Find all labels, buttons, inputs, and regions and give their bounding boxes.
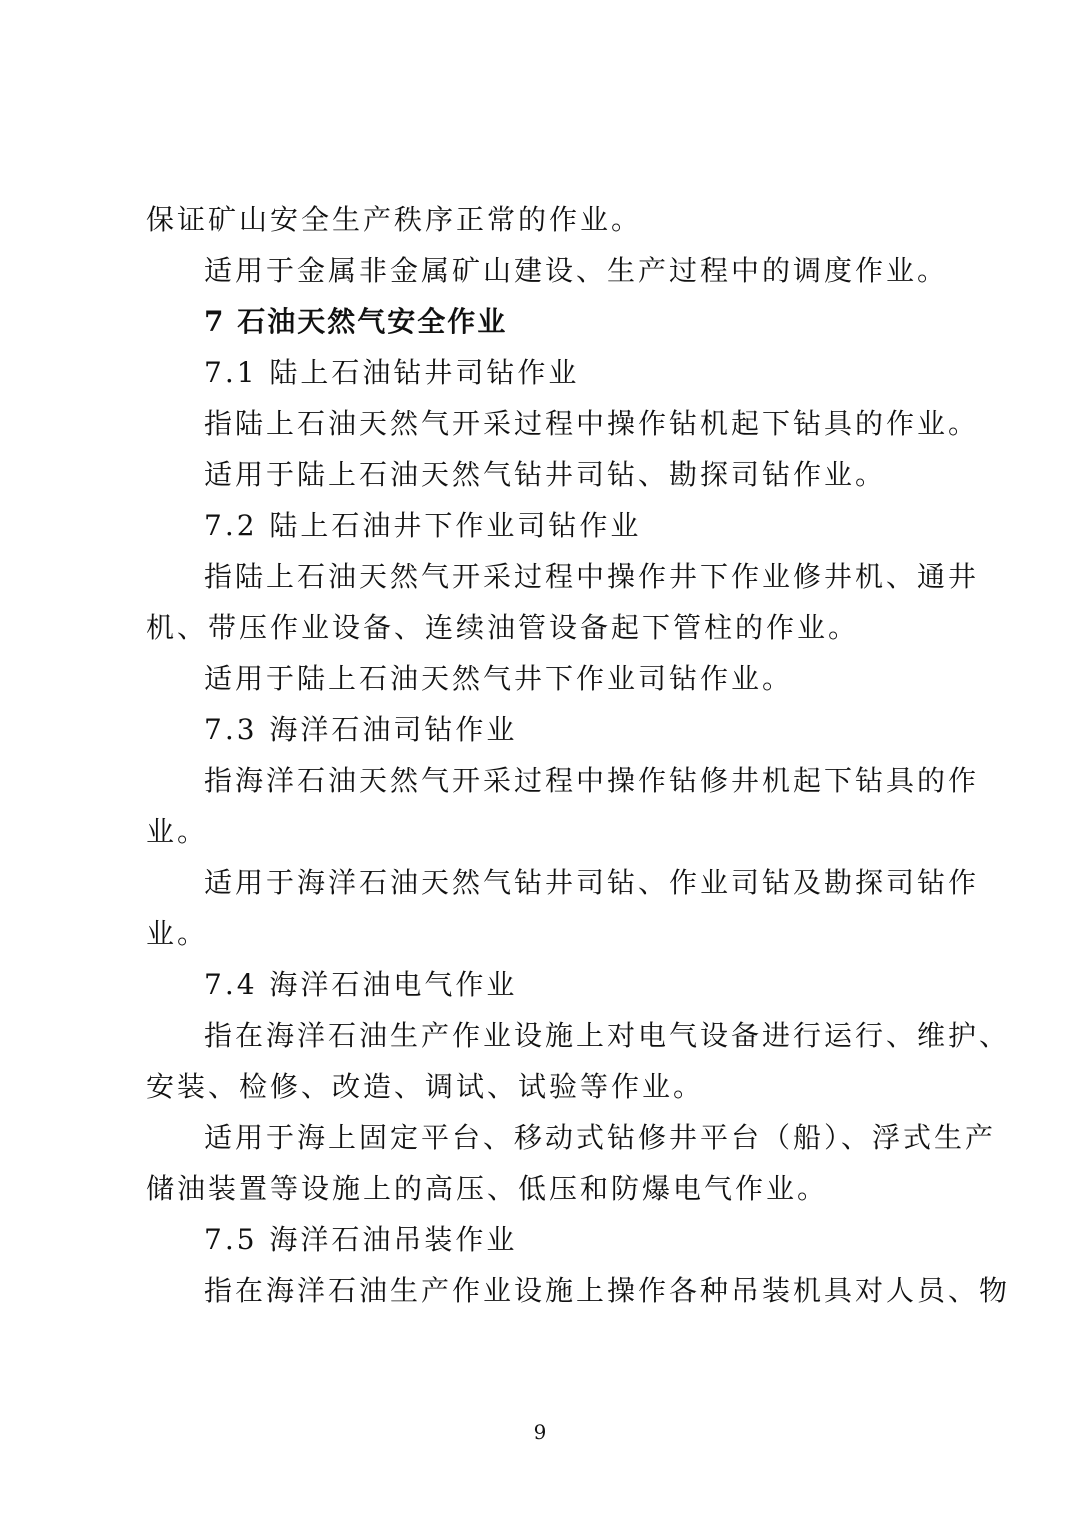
- page-number: 9: [533, 1420, 547, 1444]
- paragraph-line: 储油装置等设施上的高压、低压和防爆电气作业。: [146, 1172, 829, 1205]
- paragraph-line: 适用于海洋石油天然气钻井司钻、作业司钻及勘探司钻作: [204, 866, 980, 899]
- section-heading: 7 石油天然气安全作业: [204, 305, 508, 338]
- subsection-heading: 7.5 海洋石油吊装作业: [204, 1223, 518, 1256]
- paragraph-line: 适用于陆上石油天然气钻井司钻、勘探司钻作业。: [204, 458, 887, 491]
- paragraph-line: 适用于金属非金属矿山建设、生产过程中的调度作业。: [204, 254, 949, 287]
- subsection-heading: 7.2 陆上石油井下作业司钻作业: [204, 509, 642, 542]
- subsection-heading: 7.4 海洋石油电气作业: [204, 968, 518, 1001]
- paragraph-line: 指海洋石油天然气开采过程中操作钻修井机起下钻具的作: [204, 764, 980, 797]
- paragraph-line: 机、带压作业设备、连续油管设备起下管柱的作业。: [146, 611, 860, 644]
- paragraph-line: 安装、检修、改造、调试、试验等作业。: [146, 1070, 705, 1103]
- paragraph-line: 指陆上石油天然气开采过程中操作钻机起下钻具的作业。: [204, 407, 980, 440]
- paragraph-line: 适用于陆上石油天然气井下作业司钻作业。: [204, 662, 794, 695]
- paragraph-line: 业。: [146, 917, 209, 950]
- paragraph-line: 指陆上石油天然气开采过程中操作井下作业修井机、通井: [204, 560, 980, 593]
- subsection-heading: 7.1 陆上石油钻井司钻作业: [204, 356, 580, 389]
- paragraph-line: 业。: [146, 815, 209, 848]
- paragraph-line: 适用于海上固定平台、移动式钻修井平台（船）、浮式生产: [204, 1121, 997, 1154]
- paragraph-line: 保证矿山安全生产秩序正常的作业。: [146, 203, 643, 236]
- paragraph-line: 指在海洋石油生产作业设施上对电气设备进行运行、维护、: [204, 1019, 1011, 1052]
- paragraph-line: 指在海洋石油生产作业设施上操作各种吊装机具对人员、物: [204, 1274, 1011, 1307]
- subsection-heading: 7.3 海洋石油司钻作业: [204, 713, 518, 746]
